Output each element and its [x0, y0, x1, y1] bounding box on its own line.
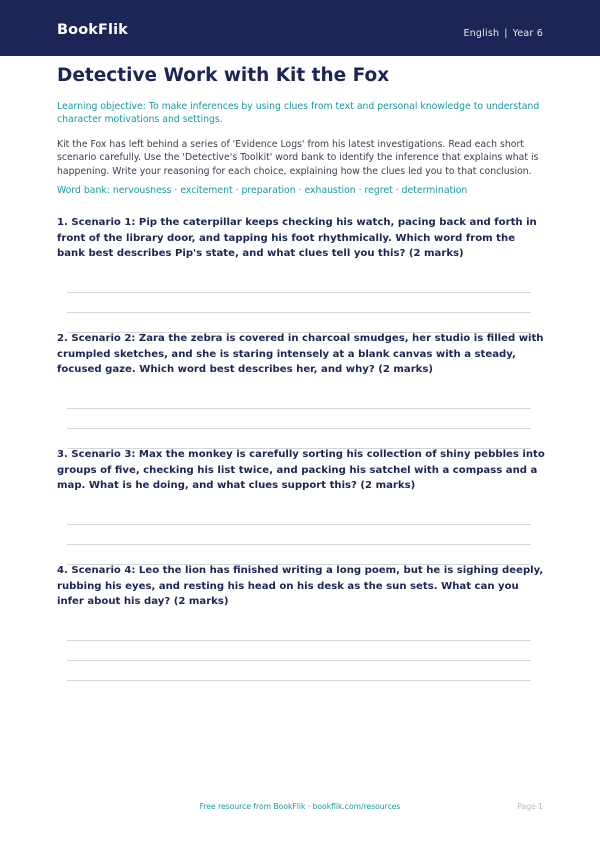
answer-line[interactable] [67, 428, 531, 429]
footer-link[interactable]: Free resource from BookFlik · bookflik.com/resources [199, 802, 401, 811]
answer-line[interactable] [67, 408, 531, 409]
answer-line[interactable] [67, 640, 531, 641]
subject-year-label [464, 28, 544, 39]
question-3: 3. Scenario 3: Max the monkey is carefully sorting his collection of shiny pebbles into groups of five, checking his list twice, and packing his satchel with a compass and a map. What is he doing, and what clues support this? (2 marks) [57, 449, 545, 492]
intro-paragraph: Kit the Fox has left behind a series of 'Evidence Logs' from his latest investigations. Read each short scenario carefully. Use the 'Detective's Toolkit' word bank to identify the inference that explains what is happening. Write your reasoning for each choice, explaining how the clues led you to that conclusion. [57, 139, 539, 177]
question-4: 4. Scenario 4: Leo the lion has finished writing a long poem, but he is sighing deeply, rubbing his eyes, and resting his head on his desk as the sun sets. What can you infer about his day? (2 marks) [57, 565, 544, 608]
page-number: Page 1 [517, 802, 543, 811]
page-title: Detective Work with Kit the Fox [57, 65, 390, 86]
subject-label: English [463, 28, 500, 39]
answer-line[interactable] [67, 292, 531, 293]
answer-line[interactable] [67, 312, 531, 313]
answer-line[interactable] [67, 544, 531, 545]
answer-line[interactable] [67, 660, 531, 661]
brand-logo[interactable]: BookFlik [57, 22, 128, 38]
question-1: 1. Scenario 1: Pip the caterpillar keeps checking his watch, pacing back and forth in front of the library door, and tapping his foot rhythmically. Which word from the bank best describes Pip's state, and what clues tell you this? (2 marks) [57, 217, 537, 260]
answer-line[interactable] [67, 680, 531, 681]
word-bank: Word bank: nervousness · excitement · preparation · exhaustion · regret · determination [57, 185, 468, 196]
learning-objective: Learning objective: To make inferences by using clues from text and personal knowledge to understand character motivations and settings. [57, 101, 540, 125]
separator: | [504, 28, 508, 39]
header-bar [0, 0, 600, 56]
answer-line[interactable] [67, 524, 531, 525]
year-label: Year 6 [512, 28, 543, 39]
question-2: 2. Scenario 2: Zara the zebra is covered in charcoal smudges, her studio is filled with crumpled sketches, and she is staring intensely at a blank canvas with a steady, focused gaze. Which word best describes her, and why? (2 marks) [57, 333, 544, 376]
